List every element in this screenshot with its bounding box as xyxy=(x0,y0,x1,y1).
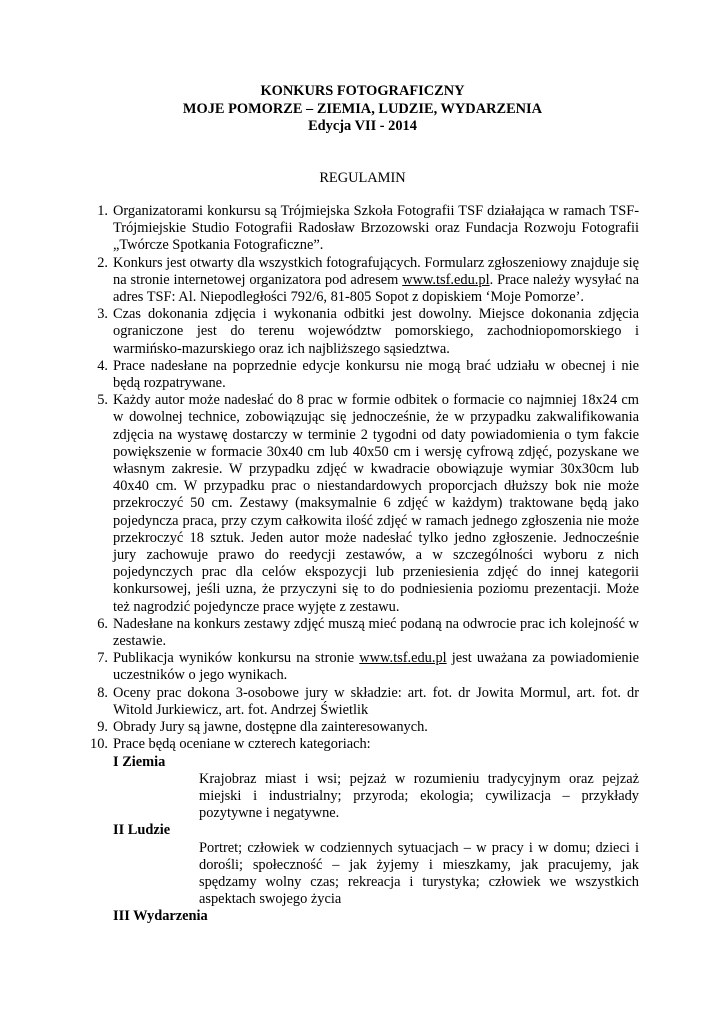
category-title: III Wydarzenia xyxy=(113,908,208,925)
rule-text-part: . Prace należy wysyłać na adres TSF: Al. Niepodległości 792/6, 81-805 Sopot z dopiskiem ‘Moje Pomorze’. xyxy=(113,271,639,306)
rule-number: 2. xyxy=(97,254,108,271)
rule-text-part: jest uważana za powiadomienie uczestników o jego wynikach. xyxy=(113,650,639,684)
rule-number: 6. xyxy=(97,615,108,632)
category-description: Krajobraz miast i wsi; pejzaż w rozumieniu tradycyjnym oraz pejzaż miejski i industrialny; przyroda; ekologia; cywilizacja – przykłady pozytywne i negatywne. xyxy=(199,770,639,822)
rule-text: Każdy autor może nadesłać do 8 prac w formie odbitek o formacie co najmniej 18x24 cm w dowolnej technice, zobowiązując się jednocześnie, że w przypadku zakwalifikowania zdjęcia na wystawę dostarczy w terminie 2 tygodni od daty powiadomienia o tym fakcie powiększenie w formacie 30x40 cm lub 40x50 cm i wersję cyfrową zdjęć, pozyskane we własnym zakresie. W przypadku zdjęć w kwadracie obowiązuje wymiar 30x30cm lub 40x40 cm. W przypadku prac o niestandardowych proporcjach dłuższy bok nie może przekroczyć 50 cm. Zestawy (maksymalnie 6 zdjęć w każdym) traktowane będą jako pojedyncza praca, przy czym całkowita ilość zdjęć w ramach jednego zgłoszenia nie może przekroczyć 18 sztuk. Jeden autor może nadesłać tylko jedno zgłoszenie. Jednocześnie jury zachowuje prawo do reedycji zestawów, a w szczególności wyboru z nich pojedynczych prac dla celów ekspozycji lub przeniesienia zdjęć do innej kategorii konkursowej, jeśli uzna, że przyczyni się to do podniesienia poziomu prezentacji. Może też nagrodzić pojedyncze prace wyjęte z zestawu. xyxy=(113,392,639,615)
rule-item-1 xyxy=(86,203,639,255)
website-link[interactable]: www.tsf.edu.pl xyxy=(359,650,447,667)
rule-item-2 xyxy=(86,255,639,307)
rule-number: 9. xyxy=(97,719,108,736)
contest-subtitle: MOJE POMORZE – ZIEMIA, LUDZIE, WYDARZENIA xyxy=(182,101,543,117)
edition-label: Edycja VII - 2014 xyxy=(308,118,417,134)
rule-text: Obrady Jury są jawne, dostępne dla zainteresowanych. xyxy=(113,719,428,736)
rule-text xyxy=(113,650,639,684)
rule-text: Organizatorami konkursu są Trójmiejska Szkoła Fotografii TSF działająca w ramach TSF-Trójmiejskie Studio Fotografii Radosław Brzozowski oraz Fundacja Rozwoju Fotografii „Twórcze Spotkania Fotograficzne”. xyxy=(113,203,639,254)
rule-text: Prace nadesłane na poprzednie edycje konkursu nie mogą brać udziału w obecnej i nie będą rozpatrywane. xyxy=(113,357,639,392)
rule-text xyxy=(113,255,639,307)
rule-number: 3. xyxy=(97,306,108,323)
rule-item-5 xyxy=(86,392,639,616)
rule-number: 1. xyxy=(97,203,108,219)
rule-text: Oceny prac dokona 3-osobowe jury w składzie: art. fot. dr Jowita Mormul, art. fot. dr Witold Jurkiewicz, art. fot. Andrzej Świetlik xyxy=(113,684,639,718)
rule-item-9 xyxy=(86,719,639,736)
regulations-heading: REGULAMIN xyxy=(319,170,406,186)
rule-number: 4. xyxy=(97,357,108,374)
contest-title: KONKURS FOTOGRAFICZNY xyxy=(260,83,465,99)
rule-text-part: Publikacja wyników konkursu na stronie xyxy=(113,650,360,667)
rules-list xyxy=(86,203,639,926)
rule-number: 10. xyxy=(90,736,108,753)
rule-text: Nadesłane na konkurs zestawy zdjęć muszą mieć podaną na odwrocie prac ich kolejność w zestawie. xyxy=(113,615,639,650)
category-title: I Ziemia xyxy=(113,753,166,770)
rule-item-7 xyxy=(86,650,639,684)
rule-number: 7. xyxy=(97,650,108,667)
rule-text: Prace będą oceniane w czterech kategoriach: xyxy=(113,736,371,753)
rule-number: 8. xyxy=(97,684,108,701)
website-link[interactable]: www.tsf.edu.pl xyxy=(402,271,490,288)
rule-item-10 xyxy=(86,736,639,753)
rule-text-part: Konkurs jest otwarty dla wszystkich fotografujących. Formularz zgłoszeniowy znajduje się na stronie internetowej organizatora pod adresem xyxy=(113,254,639,288)
rule-number: 5. xyxy=(97,392,108,409)
category-description: Portret; człowiek w codziennych sytuacjach – w pracy i w domu; dzieci i dorośli; społeczność – jak żyjemy i mieszkamy, jak pracujemy, jak spędzamy wolny czas; rekreacja i turystyka; człowiek we wszystkich aspektach swojego życia xyxy=(199,839,639,908)
rule-item-8 xyxy=(86,685,639,719)
rule-item-3 xyxy=(86,306,639,358)
rule-item-6 xyxy=(86,616,639,650)
category-title: II Ludzie xyxy=(113,822,171,839)
rule-item-4 xyxy=(86,358,639,392)
rule-text: Czas dokonania zdjęcia i wykonania odbitki jest dowolny. Miejsce dokonania zdjęcia ograniczone jest do terenu województw pomorskiego, zachodniopomorskiego i warmińsko-mazurskiego oraz ich najbliższego sąsiedztwa. xyxy=(113,306,639,357)
